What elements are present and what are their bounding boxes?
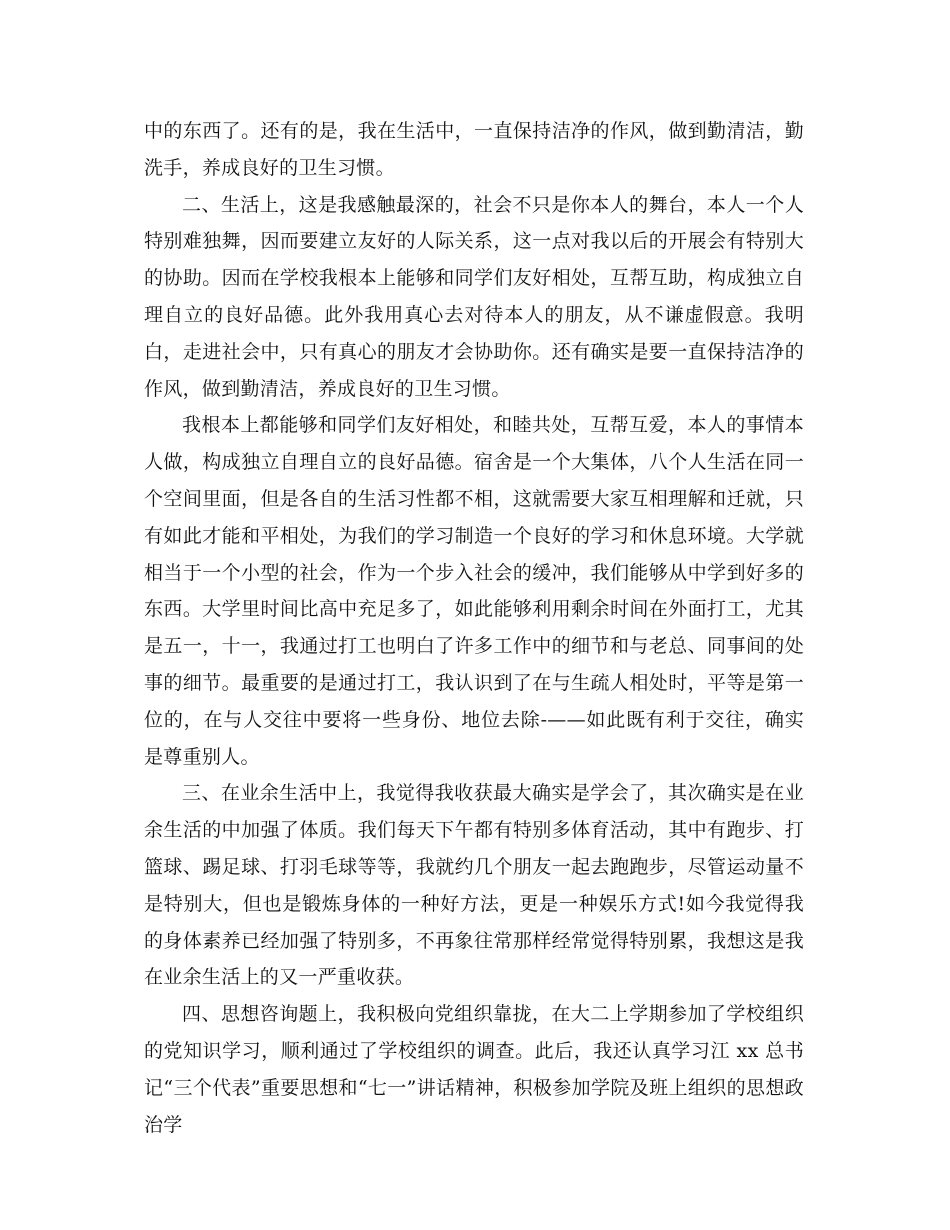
paragraph-5: 四、思想咨询题上，我积极向党组织靠拢，在大二上学期参加了学校组织的党知识学习，顺利通过了学校组织的调查。此后，我还认真学习江 xx 总书记“三个代表”重要思想和“七一”讲话精神，积极参加学院及班上组织的思想政治学 — [144, 1003, 804, 1136]
document-body — [144, 113, 804, 1143]
paragraph-2: 二、生活上，这是我感触最深的，社会不只是你本人的舞台，本人一个人特别难独舞，因而要建立友好的人际关系，这一点对我以后的开展会有特别大的协助。因而在学校我根本上能够和同学们友好相处，互帮互助，构成独立自理自立的良好品德。此外我用真心去对待本人的朋友，从不谦虚假意。我明白，走进社会中，只有真心的朋友才会协助你。还有确实是要一直保持洁净的作风，做到勤清洁，养成良好的卫生习惯。 — [144, 193, 804, 400]
paragraph-4: 三、在业余生活中上，我觉得我收获最大确实是学会了，其次确实是在业余生活的中加强了体质。我们每天下午都有特别多体育活动，其中有跑步、打篮球、踢足球、打羽毛球等等，我就约几个朋友一起去跑跑步，尽管运动量不是特别大，但也是锻炼身体的一种好方法，更是一种娱乐方式!如今我觉得我的身体素养已经加强了特别多，不再象往常那样经常觉得特别累，我想这是我在业余生活上的又一严重收获。 — [144, 782, 804, 989]
paragraph-3: 我根本上都能够和同学们友好相处，和睦共处，互帮互爱，本人的事情本人做，构成独立自理自立的良好品德。宿舍是一个大集体，八个人生活在同一个空间里面，但是各自的生活习性都不相，这就需要大家互相理解和迁就，只有如此才能和平相处，为我们的学习制造一个良好的学习和休息环境。大学就相当于一个小型的社会，作为一个步入社会的缓冲，我们能够从中学到好多的东西。大学里时间比高中充足多了，如此能够利用剩余时间在外面打工，尤其是五一，十一，我通过打工也明白了许多工作中的细节和与老总、同事间的处事的细节。最重要的是通过打工，我认识到了在与生疏人相处时，平等是第一位的，在与人交往中要将一些身份、地位去除-——如此既有利于交往，确实是尊重别人。 — [144, 414, 804, 768]
paragraph-1: 中的东西了。还有的是，我在生活中，一直保持洁净的作风，做到勤清洁，勤洗手，养成良好的卫生习惯。 — [144, 120, 804, 179]
